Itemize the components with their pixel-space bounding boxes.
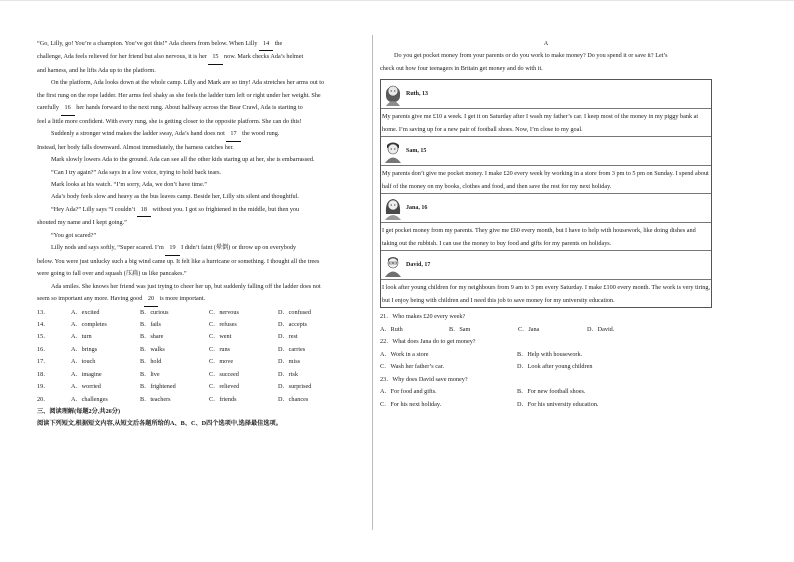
person-text (381, 109, 711, 137)
line-text: “Go, Lilly, go! You’re a champion. You’ve got this!” Ada cheers from below. When Lilly (37, 40, 259, 47)
option-b: B．teachers (140, 395, 171, 403)
passage-line (37, 281, 367, 293)
question-options (380, 386, 712, 398)
line-text: Suddenly a stronger wind makes the ladder sway, Ada’s hand does not (51, 130, 227, 138)
cloze-passage (37, 38, 367, 307)
person-text-body: I get pocket money from my parents. They give me £60 every month, but I have to help with housework, like doing dishes and taking out the rubbish. I can use the money to buy food and gifts for my parents on holidays. (382, 227, 696, 248)
passage-line (37, 102, 367, 115)
option-a: A．brings (71, 345, 98, 353)
line-text: and harness, and he lifts Ada up to the platform. (37, 66, 156, 74)
passage-line (37, 38, 367, 51)
section-instruction: 阅读下列短文,根据短文内容,从短文后各题所给的A、B、C、D四个选项中,选择最佳选项。 (37, 420, 282, 428)
line-text: seem so important any more. Having good (37, 295, 144, 303)
person-text (381, 280, 711, 307)
blank-19: 19 (165, 242, 179, 255)
line-text: Ada’s body feels slow and heavy as the bus leaves camp. Beside her, Lilly sits silent and thoughtful. (51, 193, 299, 201)
question-options (380, 349, 712, 361)
option-d: D．chances (278, 395, 309, 403)
question-number: 14． (37, 320, 50, 328)
option-b: B．hold (140, 358, 162, 366)
question-stem: 22．What does Jana do to get money? (380, 338, 476, 346)
woman-avatar-icon (382, 196, 404, 220)
option-c: C．nervous (209, 308, 239, 316)
option-b: B．live (140, 370, 160, 378)
passage-line (37, 256, 367, 268)
option-b: B．frightened (140, 383, 176, 391)
line-text: the (273, 40, 283, 47)
line-text: Ada smiles. She knows her friend was just trying to cheer her up, but suddenly falling off the ladder does not (51, 282, 321, 290)
passage-line (37, 154, 367, 166)
option-b: B．Help with housework. (517, 350, 583, 358)
option-c: C．relieved (209, 383, 240, 391)
passage-line (37, 293, 367, 306)
line-text: her hands forward to the next rung. About halfway across the Bear Crawl, Ada is starting to (74, 104, 303, 112)
line-text: now. Mark checks Ada’s helmet (222, 53, 304, 61)
person-header (381, 251, 711, 280)
passage-line (37, 128, 367, 141)
blank-14: 14 (259, 38, 273, 51)
passage-line (37, 268, 367, 280)
line-text: were going to fall over and squash (压扁) us like pancakes.” (37, 270, 187, 278)
option-row (37, 319, 367, 331)
girl-avatar-icon (382, 82, 404, 106)
passage-line (37, 65, 367, 77)
line-text: the first rung on the rope ladder. Her arms feel shaky as she feels the ladder turn left or right under her weight. She (37, 91, 321, 99)
option-row (37, 381, 367, 393)
option-a: A．challenges (71, 395, 108, 403)
question-number: 17． (37, 358, 50, 366)
option-row (37, 369, 367, 381)
person-header (381, 137, 711, 166)
question-options (380, 361, 712, 373)
person-header (381, 194, 711, 223)
person-text (381, 223, 711, 251)
option-c: C．went (209, 333, 232, 341)
line-text: without you. I got so frightened in the middle, but then you (150, 205, 300, 213)
person-name: Jana, 16 (406, 205, 428, 212)
option-c: C．succeed (209, 370, 239, 378)
question-options (380, 324, 712, 336)
line-text: the wood rung. (240, 130, 280, 138)
question-number: 15． (37, 333, 50, 341)
option-a: A．excited (71, 308, 100, 316)
passage-line (37, 167, 367, 179)
line-text: below. You were just unlucky such a big wind came up. It felt like a hurricane or something. I thought all the trees (37, 257, 320, 265)
passage-line (37, 204, 367, 217)
passage-line (37, 217, 367, 229)
option-d: D．carries (278, 345, 306, 353)
option-c: C．runs (209, 345, 230, 353)
passage-line (37, 77, 367, 89)
question-number: 20． (37, 395, 50, 403)
line-text: “You got scared?” (51, 231, 97, 239)
blank-17: 17 (226, 128, 240, 141)
passage-line (37, 242, 367, 255)
option-a: A．Ruth (380, 325, 403, 333)
blank-18: 18 (137, 204, 151, 217)
passage-line (37, 191, 367, 203)
passage-intro-line1: Do you get pocket money from your parents or do you work to make money? Do you spend it or save it? Let’s (394, 52, 668, 60)
option-a: A．completes (71, 320, 107, 328)
line-text: Mark slowly lowers Ada to the ground. Ada can see all the other kids staring up at her, she is embarrassed. (51, 156, 315, 164)
cloze-options (37, 307, 367, 407)
blank-16: 16 (61, 102, 75, 115)
passage-label: A (543, 40, 549, 47)
option-b: B．For new football shoes. (517, 388, 586, 396)
line-text: “Can I try again?” Ada says in a low voice, trying to hold back tears. (51, 168, 222, 176)
line-text: carefully (37, 104, 61, 112)
passage-intro-line2: check out how four teenagers in Britain get money and do with it. (380, 64, 543, 72)
option-row (37, 394, 367, 406)
option-d: D．For his university education. (517, 400, 599, 408)
passage-line (37, 51, 367, 64)
person-name: Ruth, 13 (406, 91, 429, 98)
option-a: A．turn (71, 333, 92, 341)
man-avatar-icon (382, 253, 404, 277)
option-a: A．touch (71, 358, 96, 366)
person-name: Sam, 15 (406, 148, 427, 155)
option-d: D．rest (278, 333, 298, 341)
option-b: B．Sam (449, 325, 471, 333)
option-d: D．miss (278, 358, 301, 366)
passage-line (37, 230, 367, 242)
boy-avatar-icon (382, 139, 404, 163)
column-divider (372, 35, 373, 530)
left-column (37, 38, 367, 431)
person-text-body: My parents give me £10 a week. I get it on Saturday after I wash my father’s car. I keep most of the money in my piggy bank at home. I’m saving up for a new pair of football shoes. Now, I’m close to my goal. (382, 113, 699, 134)
line-text: Lilly nods and says softly, “Super scared. I’m (51, 244, 166, 252)
option-b: B．walks (140, 345, 165, 353)
line-text: On the platform, Ada looks down at the whole camp. Lilly and Mark are so tiny! Ada stretches her arms out to (51, 79, 325, 87)
passage-line (37, 116, 367, 128)
option-d: D．accepts (278, 320, 307, 328)
option-a: A．For food and gifts. (380, 388, 437, 396)
option-a: A．worried (71, 383, 101, 391)
question-number: 19． (37, 383, 50, 391)
option-d: D．confused (278, 308, 311, 316)
reading-questions (380, 311, 712, 411)
option-d: D．Look after young children (517, 363, 593, 371)
option-d: D．David. (587, 325, 615, 333)
passage-line (37, 90, 367, 102)
option-row (37, 307, 367, 319)
person-text-body: My parents don’t give me pocket money. I make £20 every week by working in a store from 3 pm to 5 pm on Sunday. I spend about half of the money on my books, clothes and food, and then save the rest for my next holiday. (382, 170, 709, 191)
option-d: D．risk (278, 370, 298, 378)
option-row (37, 356, 367, 368)
option-c: C．friends (209, 395, 237, 403)
person-name: David, 17 (406, 262, 431, 269)
line-text: challenge, Ada feels relieved for her friend but also nervous, it is her (37, 53, 209, 61)
blank-20: 20 (144, 293, 158, 306)
question-options (380, 399, 712, 411)
line-text: “Hey Ada?” Lilly says “I couldn’t (51, 205, 137, 213)
option-a: A．imagine (71, 370, 102, 378)
passage-line (37, 179, 367, 191)
option-b: B．share (140, 333, 164, 341)
option-c: C．refuses (209, 320, 237, 328)
question-stem: 21．Who makes £20 every week? (380, 313, 466, 321)
person-text-body: I look after young children for my neighbours from 9 am to 3 pm every Saturday. I make £100 every month. The work is very tiring, but I enjoy being with children and I need this job to save money for my university education. (382, 284, 711, 305)
question-number: 13． (37, 308, 50, 316)
option-a: A．Work in a store (380, 350, 429, 358)
line-text: is more important. (158, 295, 206, 303)
option-c: C．move (209, 358, 234, 366)
person-text (381, 166, 711, 194)
page-top-edge (0, 0, 794, 1)
question-stem: 23．Why does David save money? (380, 375, 468, 383)
question-number: 16． (37, 345, 50, 353)
option-c: C．For his next holiday. (380, 400, 442, 408)
line-text: I didn’t faint (晕倒) or throw up on everybody (179, 244, 297, 252)
option-row (37, 331, 367, 343)
teenagers-table (380, 79, 712, 308)
right-column (380, 38, 712, 411)
option-d: D．surprised (278, 383, 312, 391)
section-title: 三、阅读理解(每题2分,共26分) (37, 408, 121, 416)
option-b: B．curious (140, 308, 169, 316)
line-text: shouted my name and I kept going.” (37, 219, 127, 227)
question-number: 18． (37, 370, 50, 378)
blank-15: 15 (208, 51, 222, 64)
line-text: Mark looks at his watch. “I’m sorry, Ada, we don’t have time.” (51, 180, 208, 188)
line-text: Instead, her body falls downward. Almost immediately, the harness catches her. (37, 143, 234, 151)
option-c: C．Jana (518, 325, 540, 333)
person-header (381, 80, 711, 109)
option-b: B．fails (140, 320, 161, 328)
passage-line (37, 142, 367, 154)
option-row (37, 344, 367, 356)
option-c: C．Wash her father’s car. (380, 363, 444, 371)
line-text: feel a little more confident. With every rung, she is getting closer to the opposite platform. She can do this! (37, 117, 302, 125)
